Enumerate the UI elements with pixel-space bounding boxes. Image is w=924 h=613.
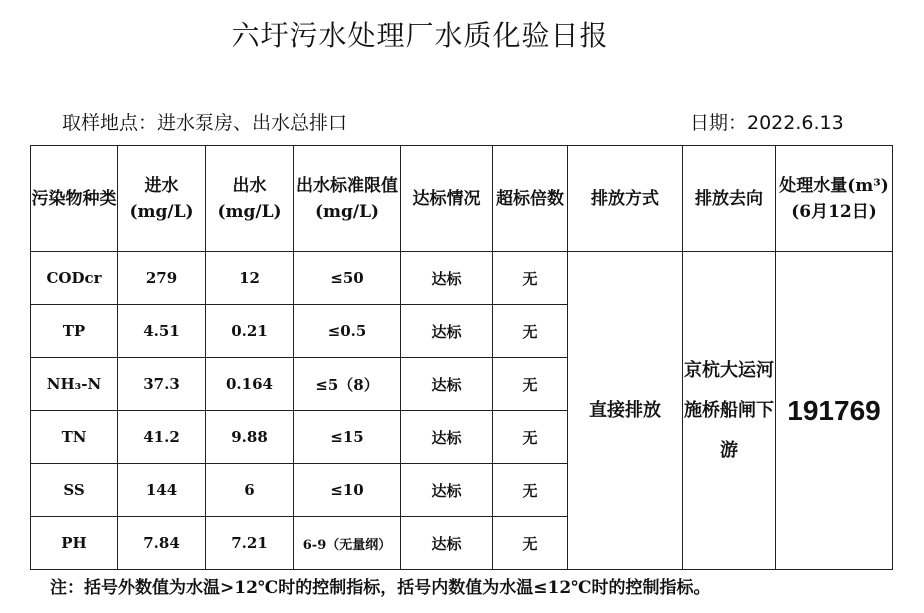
cell-limit: ≤10 [294, 464, 401, 517]
cell-discharge-destination: 京杭大运河施桥船闸下游 [683, 252, 776, 570]
cell-treated-volume: 191769 [776, 252, 893, 570]
cell-inflow: 41.2 [118, 411, 206, 464]
cell-exceed: 无 [493, 358, 568, 411]
table-header-row [31, 146, 893, 252]
header-method: 排放方式 [568, 146, 683, 252]
cell-inflow: 144 [118, 464, 206, 517]
cell-outflow: 0.164 [206, 358, 294, 411]
cell-exceed: 无 [493, 252, 568, 305]
header-destination: 排放去向 [683, 146, 776, 252]
cell-limit: ≤5（8） [294, 358, 401, 411]
cell-outflow: 0.21 [206, 305, 294, 358]
cell-compliance: 达标 [401, 464, 493, 517]
cell-inflow: 37.3 [118, 358, 206, 411]
cell-limit: ≤15 [294, 411, 401, 464]
cell-exceed: 无 [493, 464, 568, 517]
header-volume: 处理水量(m³)(6月12日) [776, 146, 893, 252]
cell-discharge-method: 直接排放 [568, 252, 683, 570]
header-inflow: 进水(mg/L) [118, 146, 206, 252]
cell-pollutant: PH [31, 517, 118, 570]
header-outflow: 出水(mg/L) [206, 146, 294, 252]
cell-outflow: 9.88 [206, 411, 294, 464]
header-limit: 出水标准限值(mg/L) [294, 146, 401, 252]
sampling-location: 取样地点：进水泵房、出水总排口 [62, 112, 348, 134]
cell-pollutant: TN [31, 411, 118, 464]
cell-outflow: 7.21 [206, 517, 294, 570]
cell-pollutant: CODcr [31, 252, 118, 305]
cell-compliance: 达标 [401, 517, 493, 570]
header-exceed: 超标倍数 [493, 146, 568, 252]
cell-pollutant: SS [31, 464, 118, 517]
cell-inflow: 7.84 [118, 517, 206, 570]
cell-outflow: 6 [206, 464, 294, 517]
header-compliance: 达标情况 [401, 146, 493, 252]
cell-pollutant: TP [31, 305, 118, 358]
cell-pollutant: NH₃-N [31, 358, 118, 411]
water-quality-table [30, 145, 893, 570]
cell-limit: 6-9（无量纲） [294, 517, 401, 570]
cell-outflow: 12 [206, 252, 294, 305]
cell-exceed: 无 [493, 305, 568, 358]
cell-inflow: 279 [118, 252, 206, 305]
cell-exceed: 无 [493, 517, 568, 570]
cell-exceed: 无 [493, 411, 568, 464]
cell-limit: ≤50 [294, 252, 401, 305]
cell-compliance: 达标 [401, 358, 493, 411]
cell-compliance: 达标 [401, 252, 493, 305]
report-date: 日期：2022.6.13 [690, 112, 844, 134]
report-title: 六圩污水处理厂水质化验日报 [231, 19, 609, 52]
table-row [31, 252, 893, 305]
cell-compliance: 达标 [401, 305, 493, 358]
cell-limit: ≤0.5 [294, 305, 401, 358]
footnote: 注：括号外数值为水温>12℃时的控制指标，括号内数值为水温≤12℃时的控制指标。 [50, 578, 711, 598]
cell-compliance: 达标 [401, 411, 493, 464]
header-pollutant: 污染物种类 [31, 146, 118, 252]
cell-inflow: 4.51 [118, 305, 206, 358]
